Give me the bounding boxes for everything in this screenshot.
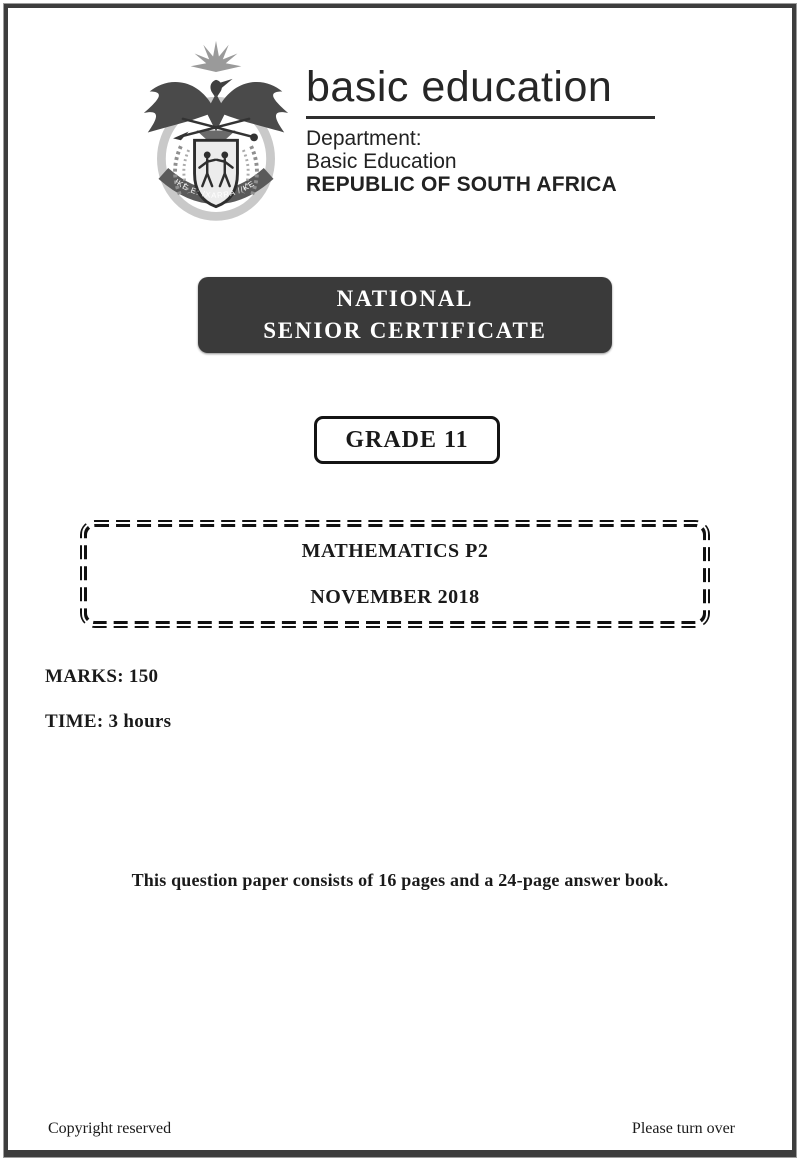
coat-of-arms-emblem [138,36,294,228]
subject-title: MATHEMATICS P2 [301,540,489,562]
dept-country: REPUBLIC OF SOUTH AFRICA [306,173,617,197]
footer-turn-over: Please turn over [631,1120,735,1137]
grade-label: GRADE 11 [345,426,469,453]
department-logotype [306,63,670,197]
motto-text: !KE E: /XARRA //KE [172,177,257,200]
grade-box [314,416,500,464]
certificate-banner [198,277,612,353]
logo-title: basic education [306,63,613,111]
knob [250,133,258,141]
subject-box [80,520,710,628]
footer-copyright: Copyright reserved [48,1120,172,1137]
sun-icon [191,41,242,72]
subject-date: NOVEMBER 2018 [310,586,480,608]
page-count-note: This question paper consists of 16 pages and a 24-page answer book. [131,870,669,890]
banner-line2: SENIOR CERTIFICATE [263,318,547,343]
dept-label: Department: [306,127,422,150]
marks-label: MARKS: 150 [45,666,159,687]
logo-underline [306,116,655,119]
eagle-beak-icon [220,79,233,89]
time-label: TIME: 3 hours [45,711,172,732]
dept-name: Basic Education [306,150,457,174]
banner-line1: NATIONAL [336,285,474,311]
